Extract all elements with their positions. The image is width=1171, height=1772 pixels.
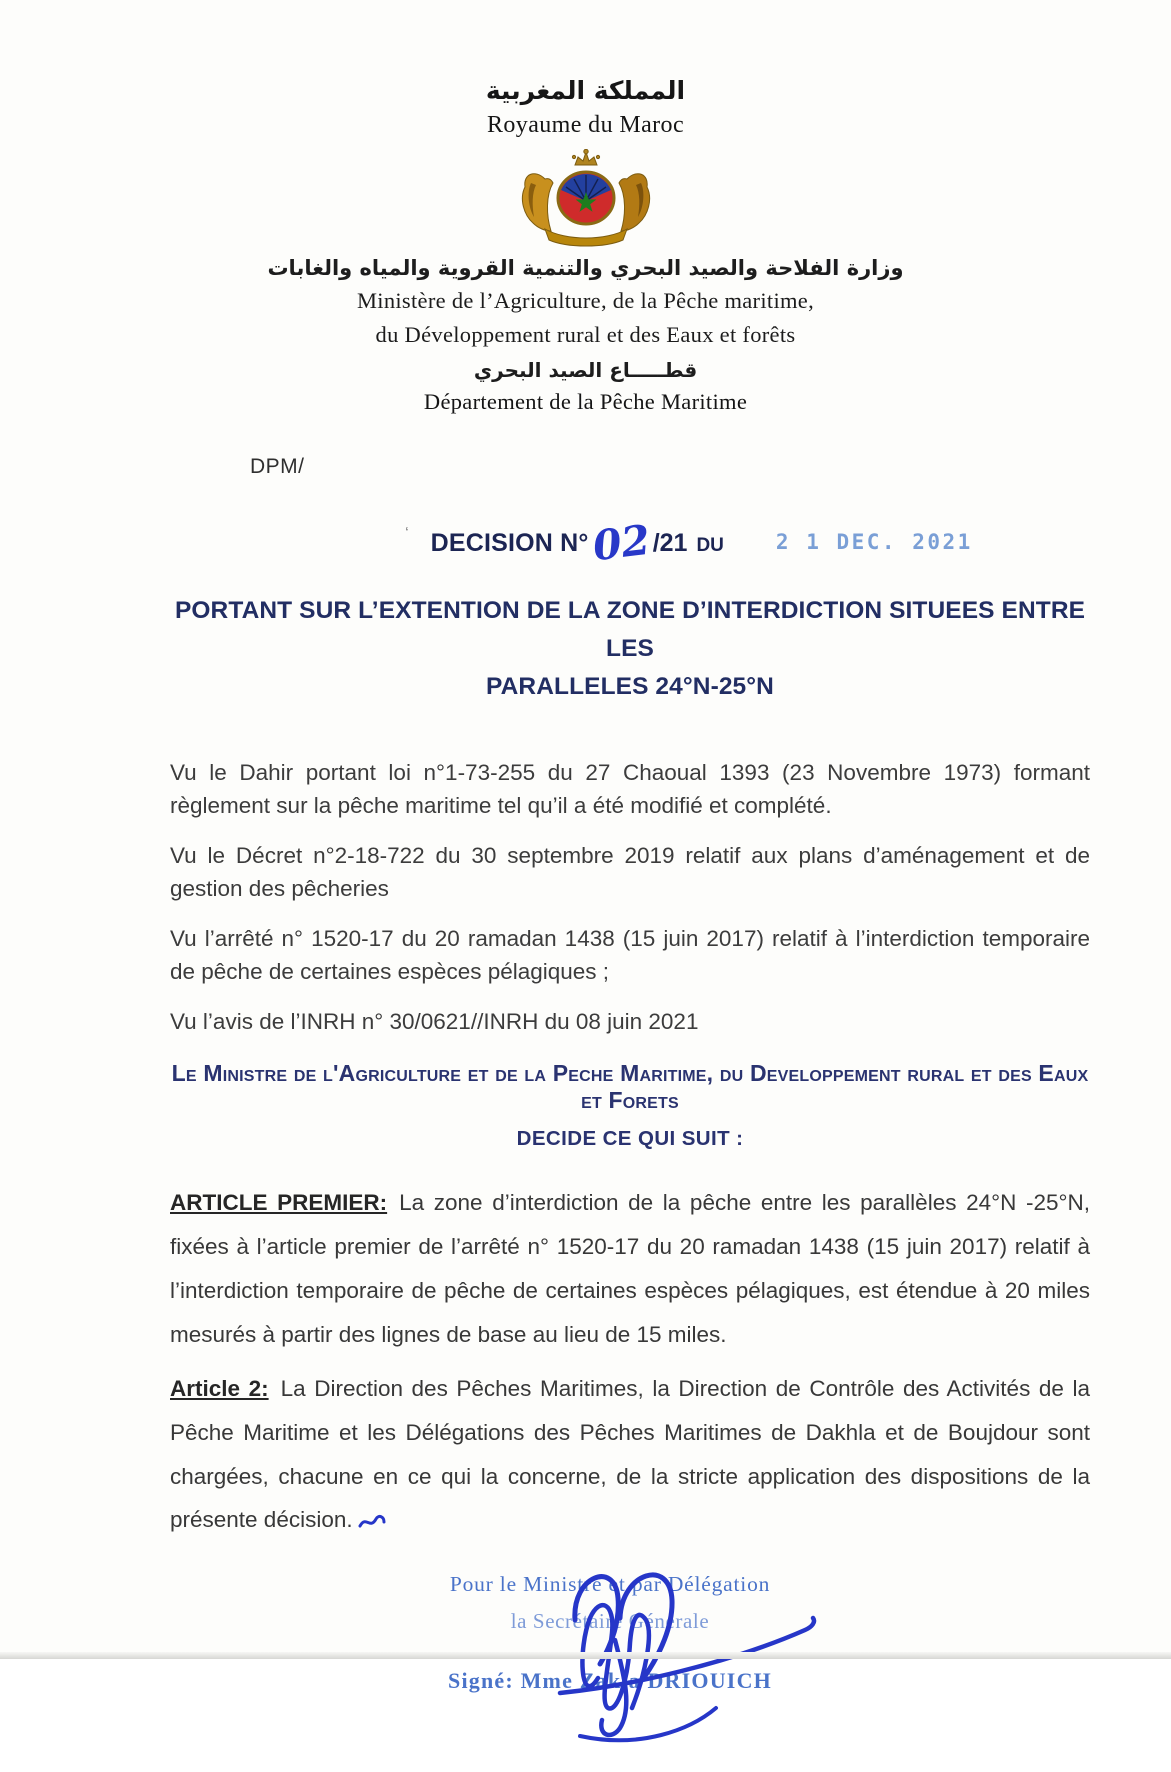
decision-title: [170, 592, 1090, 706]
department-title-french: Département de la Pêche Maritime: [423, 389, 748, 414]
kingdom-title-arabic: المملكة المغربية: [485, 76, 686, 105]
decision-title-line2: PARALLELES 24°N-25°N: [486, 672, 774, 700]
signature-stamp-line1: Pour le Ministre et par Délégation: [449, 1572, 771, 1597]
recital-paragraph-3: Vu l’arrêté n° 1520-17 du 20 ramadan 1438 (15 juin 2017) relatif à l’interdiction temporaire de pêche de certaines espèces pélagiques ;: [170, 926, 1090, 985]
recitals: [170, 756, 1090, 1038]
scan-edge-shadow: [0, 1652, 1171, 1659]
date-stamp: 2 1 DEC. 2021: [775, 530, 973, 554]
article-premier-label: ARTICLE PREMIER:: [170, 1190, 388, 1216]
ministry-title-french-line1: Ministère de l’Agriculture, de la Pêche maritime,: [356, 288, 815, 313]
recital-paragraph-2: Vu le Décret n°2-18-722 du 30 septembre 2019 relatif aux plans d’aménagement et de gestion des pêcheries: [170, 843, 1090, 902]
header: [0, 76, 1171, 415]
recital-paragraph-4: Vu l’avis de l’INRH n° 30/0621//INRH du 08 juin 2021: [170, 1009, 699, 1035]
document-body: [170, 455, 1090, 1772]
article-premier-text: La zone d’interdiction de la pêche entre les parallèles 24°N -25°N, fixées à l’article premier de l’arrêté n° 1520-17 du 20 ramadan 1438 (15 juin 2017) relatif à l’interdiction temporaire de pêche de certaines espèces pélagiques, est étendue à 20 miles mesurés à partir des lignes de base au lieu de 15 miles.: [170, 1190, 1090, 1347]
stray-quote-mark: ‘: [405, 524, 409, 541]
decide-heading: DECIDE CE QUI SUIT :: [516, 1127, 744, 1151]
decision-number-handwritten: 02: [589, 515, 653, 571]
ministry-title-arabic: وزارة الفلاحة والصيد البحري والتنمية القروية والمياه والغابات: [267, 256, 904, 280]
coat-of-arms-morocco: [511, 149, 661, 252]
reference-dpm: DPM/: [250, 455, 305, 478]
decision-year: /21: [652, 529, 688, 557]
coat-of-arms-icon: [511, 149, 661, 247]
ministry-title-french-line2: du Développement rural et des Eaux et forêts: [375, 322, 796, 347]
signed-line: Signé: Mme Zakia DRIOUICH: [448, 1668, 772, 1694]
signature-block: [330, 1572, 890, 1772]
signature-stamp-line2: la Secrétaire Générale: [510, 1609, 710, 1634]
department-title-arabic: قطـــــاع الصيد البحري: [473, 358, 698, 382]
article-2-text: La Direction des Pêches Maritimes, la Direction de Contrôle des Activités de la Pêche Maritime et les Délégations des Pêches Maritimes de Dakhla et de Boujdour sont chargées, chacune en ce qui la concerne, de la stricte application des dispositions de la présente décision.: [170, 1375, 1090, 1533]
decision-number-line: [170, 515, 1090, 571]
article-2: [170, 1367, 1090, 1549]
decision-du-label: DU: [696, 535, 724, 556]
minister-heading: Le Ministre de l'Agriculture et de la Peche Maritime, du Developpement rural et des Eaux et Forets: [171, 1060, 1089, 1114]
kingdom-title-french: Royaume du Maroc: [486, 112, 685, 138]
article-premier: [170, 1181, 1090, 1357]
decision-label: DECISION N°: [430, 529, 589, 557]
pen-mark-icon: [357, 1504, 387, 1548]
decision-title-line1: PORTANT SUR L’EXTENTION DE LA ZONE D’INTERDICTION SITUEES ENTRE LES: [174, 597, 1086, 662]
recital-paragraph-1: Vu le Dahir portant loi n°1-73-255 du 27 Chaoual 1393 (23 Novembre 1973) formant règlement sur la pêche maritime tel qu’il a été modifié et complété.: [170, 759, 1090, 818]
article-2-label: Article 2:: [170, 1375, 269, 1401]
